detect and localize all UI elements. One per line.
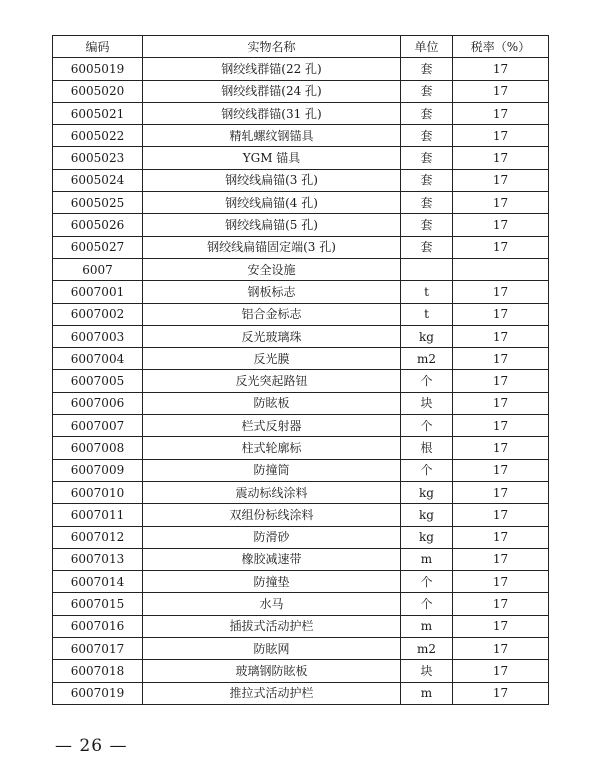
table-row [53,682,549,704]
cell-name: YGM 锚具 [143,147,401,169]
cell-rate: 17 [453,459,549,481]
cell-rate: 17 [453,147,549,169]
cell-unit: 套 [401,214,453,236]
cell-unit: kg [401,526,453,548]
table-row [53,392,549,414]
cell-code: 6005024 [53,169,143,191]
cell-name: 双组份标线涂料 [143,504,401,526]
cell-code: 6007009 [53,459,143,481]
cell-name: 钢绞线群锚(31 孔) [143,102,401,124]
cell-name: 钢绞线扁锚(5 孔) [143,214,401,236]
cell-unit: m2 [401,348,453,370]
cell-code: 6007003 [53,325,143,347]
cell-code: 6007015 [53,593,143,615]
cell-name: 钢绞线扁锚固定端(3 孔) [143,236,401,258]
cell-rate: 17 [453,281,549,303]
cell-rate: 17 [453,370,549,392]
cell-code: 6007016 [53,615,143,637]
cell-name: 水马 [143,593,401,615]
header-code: 编码 [53,36,143,58]
cell-code: 6005019 [53,58,143,80]
cell-unit: kg [401,325,453,347]
cell-code: 6007007 [53,415,143,437]
cell-rate: 17 [453,125,549,147]
table-row [53,415,549,437]
cell-rate: 17 [453,682,549,704]
cell-name: 精轧螺纹钢锚具 [143,125,401,147]
cell-code: 6007013 [53,548,143,570]
cell-unit: m2 [401,638,453,660]
cell-name: 防眩板 [143,392,401,414]
cell-code: 6007004 [53,348,143,370]
cell-code: 6005027 [53,236,143,258]
cell-rate: 17 [453,638,549,660]
page-number: — 26 — [55,736,128,756]
cell-code: 6007012 [53,526,143,548]
cell-unit: 个 [401,459,453,481]
table-row [53,370,549,392]
table-row [53,348,549,370]
table-header [53,36,549,58]
cell-rate: 17 [453,102,549,124]
cell-code: 6007002 [53,303,143,325]
cell-code: 6007017 [53,638,143,660]
cell-unit: 套 [401,192,453,214]
cell-unit: 套 [401,125,453,147]
table-row [53,281,549,303]
cell-code: 6007005 [53,370,143,392]
cell-rate: 17 [453,526,549,548]
cell-rate: 17 [453,593,549,615]
tax-rate-table [52,35,549,705]
cell-unit [401,258,453,280]
cell-code: 6007008 [53,437,143,459]
cell-rate: 17 [453,348,549,370]
cell-rate: 17 [453,548,549,570]
cell-name: 钢板标志 [143,281,401,303]
cell-code: 6005022 [53,125,143,147]
cell-unit: kg [401,504,453,526]
cell-code: 6007001 [53,281,143,303]
cell-unit: 个 [401,571,453,593]
cell-rate: 17 [453,481,549,503]
cell-name: 橡胶减速带 [143,548,401,570]
cell-rate: 17 [453,58,549,80]
cell-unit: 个 [401,415,453,437]
cell-code: 6005026 [53,214,143,236]
cell-name: 防滑砂 [143,526,401,548]
table-row [53,258,549,280]
table-row [53,504,549,526]
cell-name: 安全设施 [143,258,401,280]
cell-unit: 块 [401,660,453,682]
cell-rate: 17 [453,236,549,258]
cell-name: 钢绞线扁锚(4 孔) [143,192,401,214]
table-row [53,459,549,481]
cell-name: 推拉式活动护栏 [143,682,401,704]
cell-name: 反光膜 [143,348,401,370]
cell-unit: 个 [401,593,453,615]
cell-unit: m [401,682,453,704]
cell-code: 6007010 [53,481,143,503]
cell-rate: 17 [453,169,549,191]
cell-code: 6007019 [53,682,143,704]
table-row [53,214,549,236]
cell-code: 6007014 [53,571,143,593]
cell-name: 防眩网 [143,638,401,660]
table-row [53,58,549,80]
table-row [53,660,549,682]
cell-unit: 套 [401,147,453,169]
table-row [53,481,549,503]
tax-rate-table-container [52,35,548,705]
cell-name: 防撞垫 [143,571,401,593]
table-row [53,192,549,214]
table-row [53,526,549,548]
header-unit: 单位 [401,36,453,58]
cell-unit: 套 [401,236,453,258]
cell-rate: 17 [453,392,549,414]
table-row [53,102,549,124]
cell-unit: t [401,303,453,325]
cell-rate: 17 [453,325,549,347]
table-row [53,638,549,660]
table-row [53,437,549,459]
table-row [53,147,549,169]
cell-unit: 套 [401,58,453,80]
cell-rate: 17 [453,437,549,459]
cell-name: 钢绞线群锚(22 孔) [143,58,401,80]
cell-rate: 17 [453,192,549,214]
table-row [53,593,549,615]
cell-unit: m [401,548,453,570]
table-body [53,58,549,705]
table-row [53,236,549,258]
cell-name: 柱式轮廓标 [143,437,401,459]
cell-name: 反光玻璃珠 [143,325,401,347]
header-name: 实物名称 [143,36,401,58]
cell-rate: 17 [453,660,549,682]
table-row [53,548,549,570]
cell-rate: 17 [453,303,549,325]
table-row [53,325,549,347]
cell-rate: 17 [453,415,549,437]
cell-rate: 17 [453,214,549,236]
cell-rate: 17 [453,615,549,637]
cell-name: 玻璃钢防眩板 [143,660,401,682]
cell-rate: 17 [453,571,549,593]
cell-rate: 17 [453,80,549,102]
cell-unit: 套 [401,102,453,124]
header-row [53,36,549,58]
cell-unit: m [401,615,453,637]
cell-unit: kg [401,481,453,503]
cell-rate: 17 [453,504,549,526]
cell-name: 铝合金标志 [143,303,401,325]
cell-unit: 根 [401,437,453,459]
cell-code: 6005020 [53,80,143,102]
cell-name: 栏式反射器 [143,415,401,437]
cell-name: 震动标线涂料 [143,481,401,503]
cell-unit: 块 [401,392,453,414]
cell-rate [453,258,549,280]
cell-code: 6007018 [53,660,143,682]
cell-name: 插拔式活动护栏 [143,615,401,637]
cell-code: 6005021 [53,102,143,124]
table-row [53,615,549,637]
table-row [53,125,549,147]
table-row [53,80,549,102]
cell-unit: 个 [401,370,453,392]
cell-code: 6005023 [53,147,143,169]
cell-code: 6007006 [53,392,143,414]
cell-unit: t [401,281,453,303]
cell-name: 钢绞线扁锚(3 孔) [143,169,401,191]
cell-name: 防撞筒 [143,459,401,481]
cell-name: 钢绞线群锚(24 孔) [143,80,401,102]
cell-name: 反光突起路钮 [143,370,401,392]
cell-code: 6005025 [53,192,143,214]
table-row [53,571,549,593]
cell-unit: 套 [401,80,453,102]
cell-code: 6007 [53,258,143,280]
table-row [53,169,549,191]
cell-unit: 套 [401,169,453,191]
table-row [53,303,549,325]
cell-code: 6007011 [53,504,143,526]
header-rate: 税率（%） [453,36,549,58]
